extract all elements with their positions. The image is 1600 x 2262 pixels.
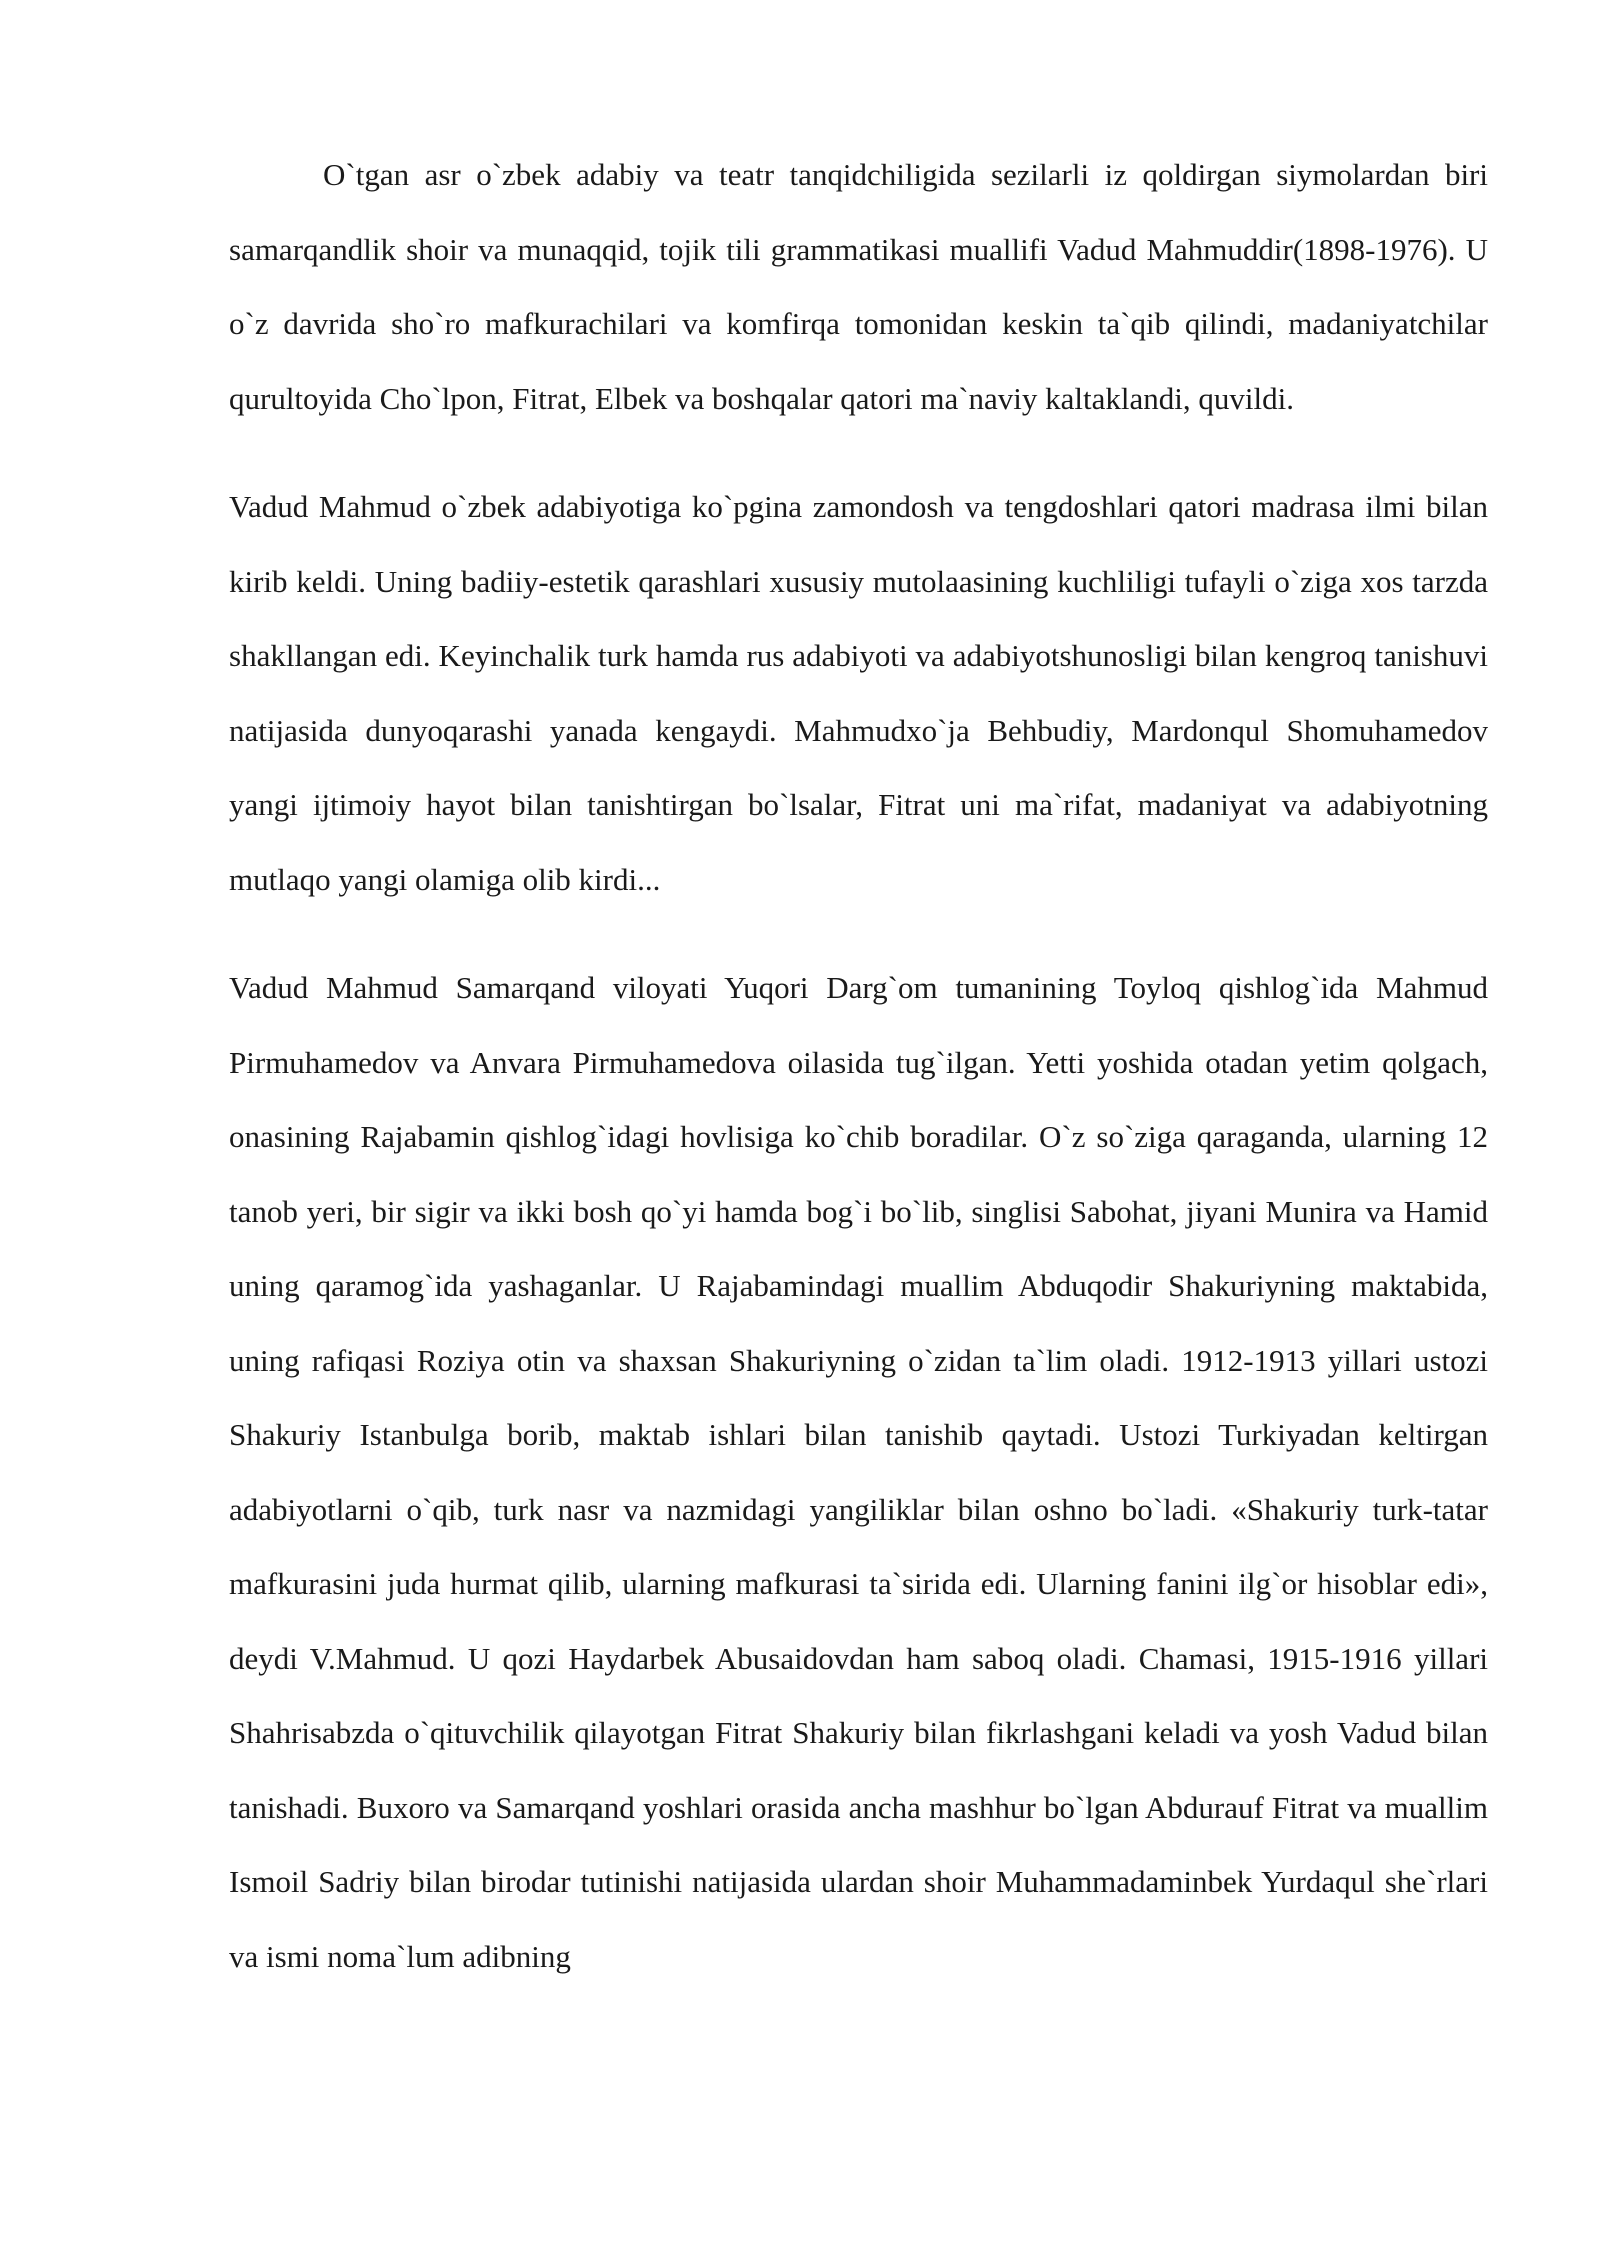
paragraph-3: Vadud Mahmud Samarqand viloyati Yuqori Darg`om tumanining Toyloq qishlog`ida Mahmud Pirmuhamedov va Anvara Pirmuhamedova oilasida tug`ilgan. Yetti yoshida otadan yetim qolgach, onasining Rajabamin qishlog`idagi hovlisiga ko`chib boradilar. O`z so`ziga qaraganda, ularning 12 tanob yeri, bir sigir va ikki bosh qo`yi hamda bog`i bo`lib, singlisi Sabohat, jiyani Munira va Hamid uning qaramog`ida yashaganlar. U Rajabamindagi muallim Abduqodir Shakuriyning maktabida, uning rafiqasi Roziya otin va shaxsan Shakuriyning o`zidan ta`lim oladi. 1912-1913 yillari ustozi Shakuriy Istanbulga borib, maktab ishlari bilan tanishib qaytadi. Ustozi Turkiyadan keltirgan adabiyotlarni o`qib, turk nasr va nazmidagi yangiliklar bilan oshno bo`ladi. «Shakuriy turk-tatar mafkurasini juda hurmat qilib, ularning mafkurasi ta`sirida edi. Ularning fanini ilg`or hisoblar edi», deydi V.Mahmud. U qozi Haydarbek Abusaidovdan ham saboq oladi. Chamasi, 1915-1916 yillari Shahrisabzda o`qituvchilik qilayotgan Fitrat Shakuriy bilan fikrlashgani keladi va yosh Vadud bilan tanishadi. Buxoro va Samarqand yoshlari orasida ancha mashhur bo`lgan Abdurauf Fitrat va muallim Ismoil Sadriy bilan birodar tutinishi natijasida ulardan shoir Muhammadaminbek Yurdaqul she`rlari va ismi noma`lum adibning xyxy=(229,970,1488,1974)
document-body xyxy=(229,138,1488,1994)
paragraph-1: O`tgan asr o`zbek adabiy va teatr tanqidchiligida sezilarli iz qoldirgan siymolardan biri samarqandlik shoir va munaqqid, tojik tili grammatikasi muallifi Vadud Mahmuddir(1898-1976). U o`z davrida sho`ro mafkurachilari va komfirqa tomonidan keskin ta`qib qilindi, madaniyatchilar qurultoyida Cho`lpon, Fitrat, Elbek va boshqalar qatori ma`naviy kaltaklandi, quvildi. xyxy=(229,157,1488,416)
paragraph-2: Vadud Mahmud o`zbek adabiyotiga ko`pgina zamondosh va tengdoshlari qatori madrasa ilmi bilan kirib keldi. Uning badiiy-estetik qarashlari xususiy mutolaasining kuchliligi tufayli o`ziga xos tarzda shakllangan edi. Keyinchalik turk hamda rus adabiyoti va adabiyotshunosligi bilan kengroq tanishuvi natijasida dunyoqarashi yanada kengaydi. Mahmudxo`ja Behbudiy, Mardonqul Shomuhamedov yangi ijtimoiy hayot bilan tanishtirgan bo`lsalar, Fitrat uni ma`rifat, madaniyat va adabiyotning mutlaqo yangi olamiga olib kirdi... xyxy=(229,489,1488,897)
